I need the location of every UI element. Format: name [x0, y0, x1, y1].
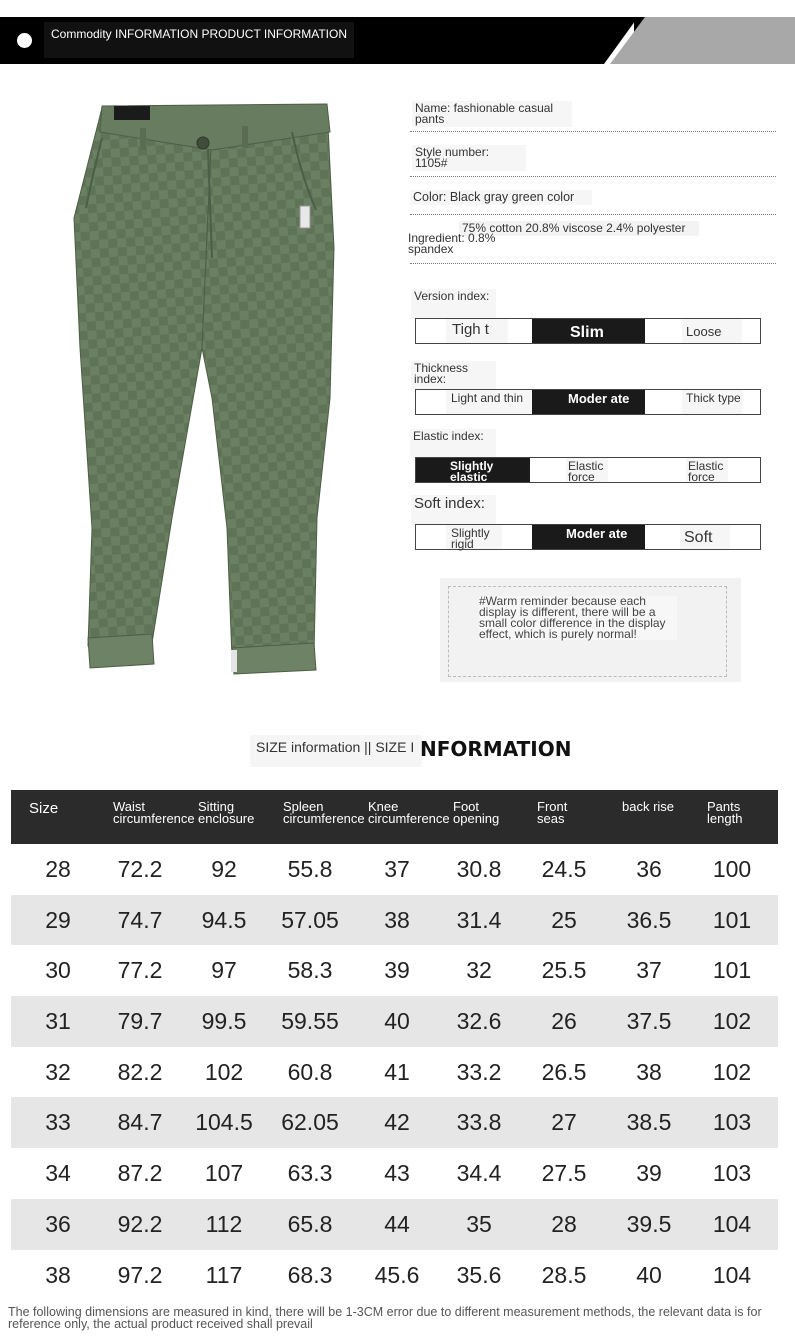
table-cell: 94.5: [201, 906, 247, 933]
table-cell: 27.5: [541, 1160, 587, 1187]
table-cell: 117: [205, 1261, 243, 1288]
table-cell: 87.2: [117, 1160, 163, 1187]
soft-option-soft: Soft: [680, 525, 730, 549]
table-cell: 33.8: [456, 1109, 502, 1136]
table-cell: 36: [636, 856, 662, 882]
table-cell: 57.05: [281, 906, 339, 933]
size-table: [11, 790, 778, 1300]
thickness-index-scale: [415, 389, 761, 415]
table-cell: 102: [204, 1058, 244, 1085]
table-cell: 60.8: [287, 1058, 333, 1085]
table-cell: 62.05: [281, 1109, 339, 1136]
table-cell: 32: [45, 1058, 71, 1085]
table-cell: 36: [45, 1210, 71, 1237]
table-cell: 103: [712, 1160, 752, 1187]
col-spleen: Spleen circumference: [283, 799, 365, 826]
table-cell: 112: [205, 1210, 243, 1237]
table-cell: 34: [45, 1160, 71, 1187]
table-cell: 25.5: [541, 957, 587, 984]
thickness-option-thick: Thick type: [682, 390, 742, 414]
table-row: [11, 844, 778, 895]
table-cell: 79.7: [117, 1008, 163, 1035]
table-cell: 99.5: [201, 1008, 247, 1035]
elastic-index-scale: [415, 457, 761, 483]
table-cell: 103: [712, 1109, 752, 1136]
table-cell: 44: [384, 1210, 410, 1237]
divider: [410, 214, 776, 215]
table-cell: 25: [551, 906, 577, 933]
table-cell: 38: [45, 1261, 71, 1288]
col-back-rise: back rise: [622, 799, 675, 814]
pants-product-image: [62, 98, 352, 678]
table-cell: 32: [466, 957, 492, 984]
table-header-row: [11, 790, 778, 844]
table-cell: 104: [712, 1261, 752, 1288]
table-cell: 37: [384, 856, 410, 882]
table-cell: 84.7: [117, 1109, 163, 1136]
divider: [410, 263, 776, 264]
table-cell: 29: [45, 906, 71, 933]
col-foot: Foot opening: [453, 799, 500, 826]
banner-title: Commodity INFORMATION PRODUCT INFORMATION: [44, 22, 354, 58]
table-cell: 77.2: [117, 957, 163, 984]
table-cell: 92.2: [117, 1210, 163, 1237]
table-cell: 42: [384, 1109, 410, 1136]
table-cell: 104: [712, 1210, 752, 1237]
table-cell: 43: [384, 1160, 410, 1187]
table-cell: 38: [636, 1058, 662, 1085]
table-cell: 27: [551, 1109, 577, 1136]
col-knee: Knee circumference: [368, 799, 450, 826]
ingredient-label: Ingredient: 0.8% spandex: [408, 231, 496, 256]
banner-accent: [610, 17, 795, 64]
table-cell: 107: [204, 1160, 244, 1187]
thickness-option-light: Light and thin: [446, 390, 532, 414]
soft-option-rigid: Slightly rigid: [446, 525, 502, 549]
table-cell: 65.8: [287, 1210, 333, 1237]
table-cell: 33.2: [456, 1058, 502, 1085]
table-row: [11, 1097, 778, 1148]
size-heading-small: SIZE information || SIZE I: [250, 735, 422, 767]
button-icon: [197, 137, 209, 149]
table-cell: 33: [45, 1109, 71, 1136]
table-cell: 58.3: [287, 957, 333, 984]
table-body: [11, 844, 778, 1300]
table-cell: 82.2: [117, 1058, 163, 1085]
version-index-scale: [415, 318, 761, 344]
version-index-label: Version index:: [411, 289, 496, 319]
table-cell: 97.2: [117, 1261, 163, 1288]
style-number: Style number: 1105#: [412, 145, 526, 171]
table-cell: 37.5: [626, 1008, 672, 1035]
table-cell: 72.2: [117, 856, 163, 882]
brand-label-icon: [114, 106, 150, 120]
divider: [410, 176, 776, 177]
col-pants-length: Pants length: [707, 799, 743, 826]
table-cell: 101: [712, 906, 752, 933]
table-cell: 68.3: [287, 1261, 333, 1288]
elastic-option-force-2: Elastic force: [686, 458, 728, 482]
table-row: [11, 996, 778, 1047]
table-cell: 32.6: [456, 1008, 502, 1035]
table-row: [11, 1199, 778, 1250]
tag-icon: [300, 206, 310, 228]
table-cell: 39: [384, 957, 410, 984]
version-option-loose: Loose: [682, 319, 742, 343]
table-cell: 38.5: [626, 1109, 672, 1136]
table-cell: 45.6: [374, 1261, 420, 1288]
table-cell: 104.5: [195, 1109, 253, 1136]
product-color: Color: Black gray green color: [410, 190, 592, 205]
product-name: Name: fashionable casual pants: [412, 101, 572, 127]
col-front-seas: Front seas: [537, 799, 568, 826]
table-row: [11, 1250, 778, 1301]
table-cell: 24.5: [541, 856, 587, 882]
elastic-index-label: Elastic index:: [410, 429, 496, 458]
table-cell: 55.8: [287, 856, 333, 882]
table-cell: 39.5: [626, 1210, 672, 1237]
table-cell: 35.6: [456, 1261, 502, 1288]
table-cell: 41: [384, 1058, 410, 1085]
table-cell: 31.4: [456, 906, 502, 933]
table-cell: 102: [712, 1058, 752, 1085]
soft-index-scale: [415, 524, 761, 550]
table-cell: 102: [712, 1008, 752, 1035]
thickness-option-moderate: Moder ate: [532, 390, 645, 414]
size-heading-big: NFORMATION: [420, 737, 572, 761]
table-cell: 101: [712, 957, 752, 984]
table-row: [11, 945, 778, 996]
table-row: [11, 895, 778, 946]
table-cell: 35: [466, 1210, 492, 1237]
thickness-index-label: Thickness index:: [411, 361, 496, 389]
size-information-heading: [250, 735, 572, 767]
table-cell: 40: [636, 1261, 662, 1288]
version-option-slim: Slim: [532, 319, 645, 343]
warm-reminder-box: [440, 578, 741, 682]
table-cell: 97: [211, 957, 237, 984]
table-cell: 92: [211, 856, 237, 882]
soft-option-moderate: Moder ate: [532, 525, 645, 549]
divider: [410, 131, 776, 132]
table-cell: 30: [45, 957, 71, 984]
table-cell: 63.3: [287, 1160, 333, 1187]
table-cell: 26.5: [541, 1058, 587, 1085]
footnote: The following dimensions are measured in kind, there will be 1-3CM error due to different measurement methods, the relevant data is for reference only, the actual product received shall prevail: [8, 1305, 762, 1331]
soft-index-label: Soft index:: [411, 495, 496, 525]
warm-reminder-text: #Warm reminder because each display is different, there will be a small color difference in the display effect, which is purely normal!: [479, 596, 677, 640]
col-size: Size: [29, 800, 59, 817]
table-cell: 28.5: [541, 1261, 587, 1288]
version-option-tight: Tigh t: [446, 319, 508, 343]
header-banner: [0, 17, 795, 64]
table-cell: 39: [636, 1160, 662, 1187]
table-cell: 28: [551, 1210, 577, 1237]
table-cell: 34.4: [456, 1160, 502, 1187]
col-waist: Waist circumference: [113, 799, 195, 826]
table-cell: 37: [636, 957, 662, 984]
elastic-option-force: Elastic force: [566, 458, 608, 482]
table-cell: 26: [551, 1008, 577, 1035]
table-cell: 30.8: [456, 856, 502, 882]
table-cell: 40: [384, 1008, 410, 1035]
table-row: [11, 1148, 778, 1199]
table-cell: 59.55: [281, 1008, 339, 1035]
table-cell: 100: [712, 856, 752, 882]
table-cell: 31: [45, 1008, 71, 1035]
table-cell: 38: [384, 906, 410, 933]
col-sitting: Sitting enclosure: [198, 799, 255, 826]
bullet-icon: [17, 33, 32, 48]
elastic-option-slight: Slightly elastic: [416, 458, 530, 482]
table-cell: 28: [45, 856, 71, 882]
ingredient-value: 75% cotton 20.8% viscose 2.4% polyester: [459, 221, 699, 236]
table-row: [11, 1047, 778, 1098]
table-cell: 74.7: [117, 906, 163, 933]
table-cell: 36.5: [626, 906, 672, 933]
